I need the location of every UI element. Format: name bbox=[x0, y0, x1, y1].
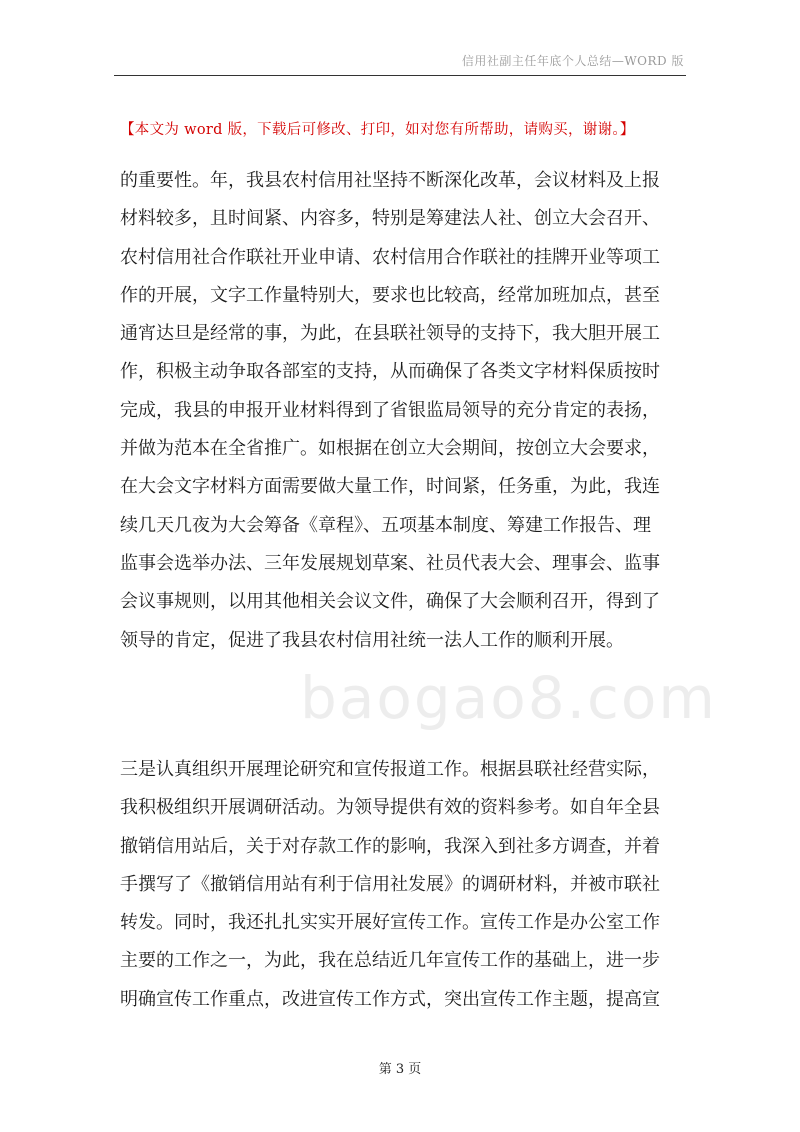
paragraph-1 bbox=[120, 162, 680, 660]
text-line: 通宵达旦是经常的事，为此，在县联社领导的支持下，我大胆开展工 bbox=[120, 323, 660, 345]
text-line: 会议事规则，以用其他相关会议文件，确保了大会顺利召开，得到了 bbox=[120, 591, 660, 613]
text-line: 撤销信用站后，关于对存款工作的影响，我深入到社多方调查，并着 bbox=[120, 835, 660, 857]
text-line: 农村信用社合作联社开业申请、农村信用合作联社的挂牌开业等项工 bbox=[120, 246, 660, 268]
text-line: 完成，我县的申报开业材料得到了省银监局领导的充分肯定的表扬， bbox=[120, 399, 660, 421]
text-line: 转发。同时，我还扎扎实实开展好宣传工作。宣传工作是办公室工作 bbox=[120, 912, 660, 934]
text-line: 作，积极主动争取各部室的支持，从而确保了各类文字材料保质按时 bbox=[120, 361, 660, 383]
text-line: 材料较多，且时间紧、内容多，特别是筹建法人社、创立大会召开、 bbox=[120, 208, 660, 230]
paragraph-2 bbox=[120, 751, 680, 1019]
text-line: 续几天几夜为大会筹备《章程》、五项基本制度、筹建工作报告、理 bbox=[120, 514, 651, 536]
text-line: 作的开展，文字工作量特别大，要求也比较高，经常加班加点，甚至 bbox=[120, 284, 660, 306]
watermark: baogao8.com bbox=[300, 664, 717, 732]
text-line: 监事会选举办法、三年发展规划草案、社员代表大会、理事会、监事 bbox=[120, 552, 660, 574]
page-number: 第 3 页 bbox=[378, 1062, 422, 1077]
text-line: 主要的工作之一，为此，我在总结近几年宣传工作的基础上，进一步 bbox=[120, 950, 660, 972]
text-line: 明确宣传工作重点，改进宣传工作方式，突出宣传工作主题，提高宣 bbox=[120, 988, 660, 1010]
text-line: 在大会文字材料方面需要做大量工作，时间紧，任务重，为此，我连 bbox=[120, 476, 660, 498]
document-header-title: 信用社副主任年底个人总结—WORD 版 bbox=[461, 54, 684, 68]
text-line: 手撰写了《撤销信用站有利于信用社发展》的调研材料，并被市联社 bbox=[120, 873, 660, 895]
text-line: 并做为范本在全省推广。如根据在创立大会期间，按创立大会要求， bbox=[120, 438, 660, 460]
header-divider bbox=[114, 75, 686, 76]
text-line: 领导的肯定，促进了我县农村信用社统一法人工作的顺利开展。 bbox=[120, 629, 624, 651]
text-line: 我积极组织开展调研活动。为领导提供有效的资料参考。如自年全县 bbox=[120, 797, 660, 819]
text-line: 的重要性。年，我县农村信用社坚持不断深化改革，会议材料及上报 bbox=[120, 170, 660, 191]
text-line: 三是认真组织开展理论研究和宣传报道工作。根据县联社经营实际， bbox=[120, 759, 660, 780]
download-notice: 【本文为 word 版，下载后可修改、打印，如对您有所帮助，请购买，谢谢。】 bbox=[120, 122, 635, 138]
